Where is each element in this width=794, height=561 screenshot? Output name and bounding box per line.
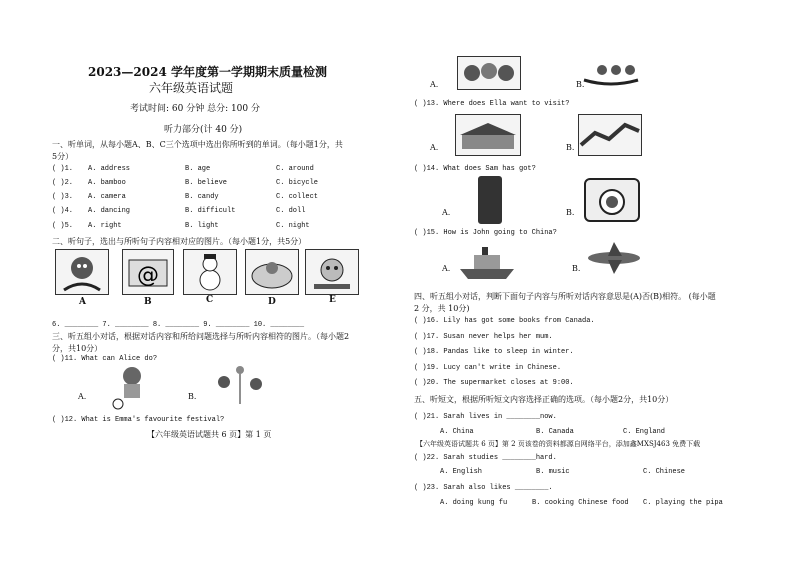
q3-option-b: B. candy (185, 193, 219, 201)
q11-option-a-football-boy (108, 364, 152, 410)
picture-label-c: C (206, 295, 214, 305)
q2-option-b: B. believe (185, 179, 228, 187)
exam-title: 2023—2024 学年度第一学期期末质量检测 (88, 65, 327, 79)
section-3-instructions: 三、听五组小对话，根据对话内容和所给问题选择与所听内容相符的图片。（每小题2 (52, 332, 350, 341)
q21-option-a: A. China (440, 428, 474, 436)
q15-option-a-label: A. (442, 264, 451, 273)
q16-statement[interactable]: ( )16. Lily has got some books from Canada. (414, 317, 595, 325)
exam-subtitle: 六年级英语试题 (149, 81, 234, 95)
q22-option-c: C. Chinese (643, 468, 686, 476)
q14-option-a-label: A. (442, 208, 451, 217)
q12-option-b-label: B. (576, 80, 585, 89)
picture-label-d: D (268, 297, 276, 307)
q18-statement[interactable]: ( )18. Pandas like to sleep in winter. (414, 348, 574, 356)
q21-option-c: C. England (623, 428, 666, 436)
q4-option-c: C. doll (276, 207, 306, 215)
q13-question[interactable]: ( )13. Where does Ella want to visit? (414, 100, 570, 108)
q11-option-b-basketball (208, 364, 270, 410)
picture-e-tiger (305, 249, 359, 295)
q4-option-a: A. dancing (88, 207, 131, 215)
q5-number[interactable]: ( )5. (52, 222, 74, 230)
q23-option-a: A. doing kung fu (440, 499, 508, 507)
q12-option-a-festival (457, 56, 521, 90)
q4-option-b: B. difficult (185, 207, 236, 215)
picture-label-a: A (79, 297, 86, 307)
q12-option-b-dragon-boat (582, 56, 640, 88)
q15-option-b-plane (584, 240, 644, 276)
page-2-footer-watermark: 【六年级英语试题共 6 页】第 2 页该卷的资料都源自网络平台，添加鑫MXSJ463 免费下载 (416, 440, 701, 448)
q14-question[interactable]: ( )14. What does Sam has got? (414, 165, 536, 173)
q15-question[interactable]: ( )15. How is John going to China? (414, 229, 557, 237)
q2-number[interactable]: ( )2. (52, 179, 74, 187)
picture-label-e: E (329, 295, 336, 305)
q23-question[interactable]: ( )23. Sarah also likes ________. (414, 484, 553, 492)
picture-a-cartoon-boy (55, 249, 109, 295)
q13-option-b-great-wall (578, 114, 642, 156)
picture-b-email (122, 249, 174, 295)
section-2-instructions: 二、听句子，选出与所听句子内容相对应的图片。（每小题1分，共5分） (52, 237, 307, 246)
q13-option-a-label: A. (430, 143, 439, 152)
q19-statement[interactable]: ( )19. Lucy can't write in Chinese. (414, 364, 562, 372)
q3-number[interactable]: ( )3. (52, 193, 74, 201)
q21-question[interactable]: ( )21. Sarah lives in ________now. (414, 413, 557, 421)
q1-option-a: A. address (88, 165, 131, 173)
q17-statement[interactable]: ( )17. Susan never helps her mum. (414, 333, 553, 341)
q15-option-b-label: B. (572, 264, 581, 273)
section-5-instructions: 五、听短文，根据所听短文内容选择正确的选项。（每小题2分，共10分） (414, 395, 674, 404)
listening-heading: 听力部分(计 40 分) (164, 125, 243, 135)
q14-option-b-label: B. (566, 208, 575, 217)
q11-option-b-label: B. (188, 392, 197, 401)
q5-option-c: C. night (276, 222, 310, 230)
q14-option-b-camera (584, 178, 640, 222)
q11-option-a-label: A. (78, 392, 87, 401)
picture-c-snowman (183, 249, 237, 295)
q12-option-a-label: A. (430, 80, 439, 89)
section-1-instructions: 一、听单词，从每小题A、B、C三个选项中选出你所听到的单词。（每小题1分，共 (52, 140, 343, 149)
section-3-instructions-cont: 分，共10分） (52, 344, 103, 353)
q23-option-c: C. playing the pipa (643, 499, 723, 507)
q22-option-b: B. music (536, 468, 570, 476)
picture-d-swimming (245, 249, 299, 295)
q1-option-b: B. age (185, 165, 211, 173)
q23-option-b: B. cooking Chinese food (532, 499, 629, 507)
q13-option-b-label: B. (566, 143, 575, 152)
q14-option-a-phone (478, 176, 502, 224)
answer-blanks-6-10[interactable]: 6. ________ 7. ________ 8. ________ 9. ________ 10. ________ (52, 321, 305, 329)
q4-number[interactable]: ( )4. (52, 207, 74, 215)
section-1-instructions-cont: 5分） (52, 152, 74, 161)
q22-option-a: A. English (440, 468, 483, 476)
q1-option-c: C. around (276, 165, 314, 173)
q3-option-a: A. camera (88, 193, 126, 201)
q13-option-a-palace (455, 114, 521, 156)
section-4-instructions: 四、听五组小对话，判断下面句子内容与所听对话内容意思是(A)否(B)相符。 (每小题 (414, 292, 716, 301)
page-1-footer: 【六年级英语试题共 6 页】第 1 页 (147, 430, 272, 439)
q2-option-c: C. bicycle (276, 179, 319, 187)
q12-question[interactable]: ( )12. What is Emma's favourite festival? (52, 416, 225, 424)
q2-option-a: A. bamboo (88, 179, 126, 187)
q20-statement[interactable]: ( )20. The supermarket closes at 9:00. (414, 379, 574, 387)
svg-text:@: @ (137, 263, 159, 288)
q22-question[interactable]: ( )22. Sarah studies ________hard. (414, 454, 557, 462)
picture-label-b: B (144, 297, 152, 307)
section-4-instructions-cont: 2 分，共 10分) (414, 304, 470, 313)
q21-option-b: B. Canada (536, 428, 574, 436)
q5-option-a: A. right (88, 222, 122, 230)
q5-option-b: B. light (185, 222, 219, 230)
exam-info: 考试时间: 60 分钟 总分: 100 分 (130, 104, 260, 114)
q15-option-a-ship (458, 243, 516, 283)
q1-number[interactable]: ( )1. (52, 165, 74, 173)
q3-option-c: C. collect (276, 193, 319, 201)
q11-question[interactable]: ( )11. What can Alice do? (52, 355, 158, 363)
